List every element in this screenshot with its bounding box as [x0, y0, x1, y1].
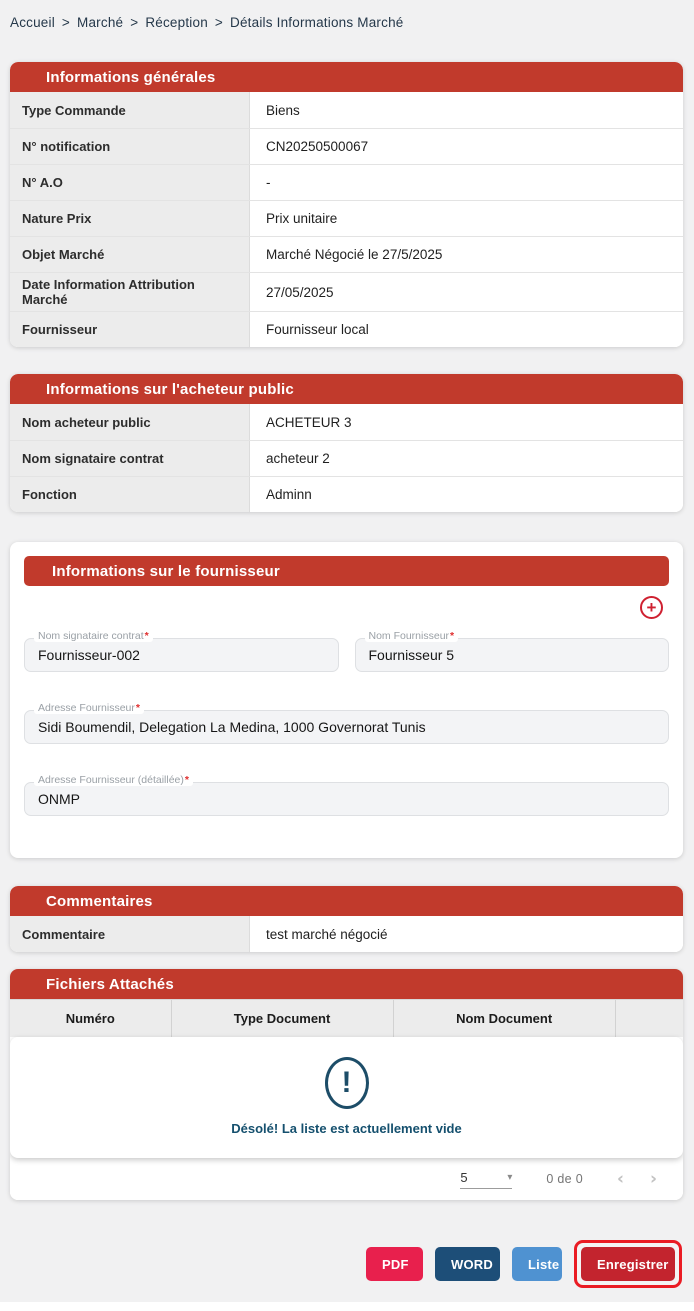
section-title — [24, 556, 669, 586]
field-adresse-fournisseur — [24, 702, 669, 744]
word-button[interactable]: WORD — [435, 1247, 500, 1281]
table-row — [10, 200, 683, 236]
action-buttons — [0, 1240, 682, 1288]
section-title-text: Fichiers Attachés — [46, 975, 174, 993]
row-value: ACHETEUR 3 — [266, 414, 352, 430]
required-asterisk: * — [144, 630, 149, 642]
table-row — [10, 916, 683, 952]
section-title — [10, 374, 683, 404]
section-informations-generales — [10, 62, 683, 347]
section-title-text: Commentaires — [46, 892, 153, 910]
attachments-column-header: Numéro — [10, 1000, 172, 1037]
required-asterisk: * — [184, 774, 189, 786]
page-size-value: 5 — [460, 1169, 468, 1185]
table-row — [10, 164, 683, 200]
attachments-table-header — [10, 999, 683, 1037]
adresse-fournisseur-input[interactable]: Sidi Boumendil, Delegation La Medina, 1000 Governorat Tunis — [24, 710, 669, 744]
save-button[interactable]: Enregistrer — [581, 1247, 675, 1281]
row-value: Marché Négocié le 27/5/2025 — [266, 247, 443, 262]
table-row — [10, 440, 683, 476]
field-label: Nom signataire contrat* — [34, 630, 153, 642]
section-title — [10, 62, 683, 92]
field-label: Adresse Fournisseur* — [34, 702, 144, 714]
attachments-column-header: Nom Document — [394, 1000, 616, 1037]
bottom-strip — [0, 1302, 694, 1311]
row-value: - — [266, 175, 271, 190]
row-label: Nom acheteur public — [10, 404, 250, 440]
table-row — [10, 128, 683, 164]
required-asterisk: * — [450, 630, 455, 642]
row-value: 27/05/2025 — [266, 284, 334, 300]
empty-list-message: Désolé! La liste est actuellement vide — [231, 1121, 462, 1136]
row-label: Nature Prix — [10, 201, 250, 236]
row-value: Adminn — [266, 487, 312, 502]
page-size-select[interactable] — [460, 1170, 512, 1189]
field-nom-fournisseur — [355, 630, 670, 672]
table-row — [10, 236, 683, 272]
adresse-fournisseur-detaillee-input[interactable]: ONMP — [24, 782, 669, 816]
table-row — [10, 476, 683, 512]
field-label: Adresse Fournisseur (détaillée)* — [34, 774, 193, 786]
table-row — [10, 311, 683, 347]
pdf-button[interactable]: PDF — [366, 1247, 423, 1281]
breadcrumb — [0, 0, 694, 30]
row-label: Commentaire — [10, 916, 250, 952]
row-label: N° A.O — [10, 165, 250, 200]
empty-state — [10, 1037, 683, 1158]
table-row — [10, 92, 683, 128]
row-label: Fournisseur — [10, 312, 250, 347]
field-label: Nom Fournisseur* — [365, 630, 459, 642]
row-value: Prix unitaire — [266, 211, 338, 226]
row-label: Date Information Attribution Marché — [10, 273, 250, 311]
field-adresse-fournisseur-detaillee — [24, 774, 669, 816]
row-value: acheteur 2 — [266, 451, 330, 466]
field-nom-signataire-contrat — [24, 630, 339, 672]
table-row — [10, 404, 683, 440]
pagination — [10, 1158, 683, 1200]
row-value: test marché négocié — [266, 926, 388, 942]
required-asterisk: * — [135, 702, 140, 714]
breadcrumb-item[interactable]: Accueil — [10, 15, 55, 30]
section-title-text: Informations générales — [46, 68, 216, 86]
breadcrumb-separator: > — [61, 15, 71, 30]
chevron-right-icon[interactable]: › — [649, 1168, 657, 1189]
section-fournisseur-form — [10, 542, 683, 858]
row-value: CN20250500067 — [266, 139, 369, 154]
row-label: Type Commande — [10, 92, 250, 128]
general-info-table — [10, 92, 683, 347]
section-commentaires — [10, 886, 683, 952]
chevron-left-icon[interactable]: ‹ — [616, 1168, 624, 1189]
row-value: Biens — [266, 102, 300, 118]
section-title-text: Informations sur l'acheteur public — [46, 380, 294, 398]
add-row — [24, 596, 663, 620]
section-title-text: Informations sur le fournisseur — [52, 562, 280, 580]
breadcrumb-item[interactable]: Marché — [77, 15, 124, 30]
add-supplier-icon[interactable]: + — [640, 596, 663, 619]
attachments-column-header: Type Document — [172, 1000, 394, 1037]
nom-signataire-contrat-input[interactable]: Fournisseur-002 — [24, 638, 339, 672]
row-value: Fournisseur local — [266, 322, 369, 337]
exclamation-circle-icon: ! — [325, 1057, 369, 1109]
breadcrumb-separator: > — [214, 15, 224, 30]
buyer-info-table — [10, 404, 683, 512]
save-button-highlight-ring — [574, 1240, 682, 1288]
breadcrumb-item: Détails Informations Marché — [230, 15, 404, 30]
section-title — [10, 886, 683, 916]
section-fichiers-attaches — [10, 969, 683, 1200]
pagination-range-label: 0 de 0 — [546, 1172, 583, 1186]
liste-button[interactable]: Liste — [512, 1247, 562, 1281]
row-label: Nom signataire contrat — [10, 441, 250, 476]
dropdown-arrow-icon: ▾ — [507, 1171, 513, 1183]
nom-fournisseur-input[interactable]: Fournisseur 5 — [355, 638, 670, 672]
section-title — [10, 969, 683, 999]
breadcrumb-item[interactable]: Réception — [145, 15, 208, 30]
section-acheteur-public — [10, 374, 683, 512]
row-label: Objet Marché — [10, 237, 250, 272]
breadcrumb-separator: > — [130, 15, 139, 30]
table-row — [10, 272, 683, 311]
attachments-column-header — [616, 1000, 683, 1037]
row-label: N° notification — [10, 129, 250, 164]
comments-table — [10, 916, 683, 952]
row-label: Fonction — [10, 477, 250, 512]
